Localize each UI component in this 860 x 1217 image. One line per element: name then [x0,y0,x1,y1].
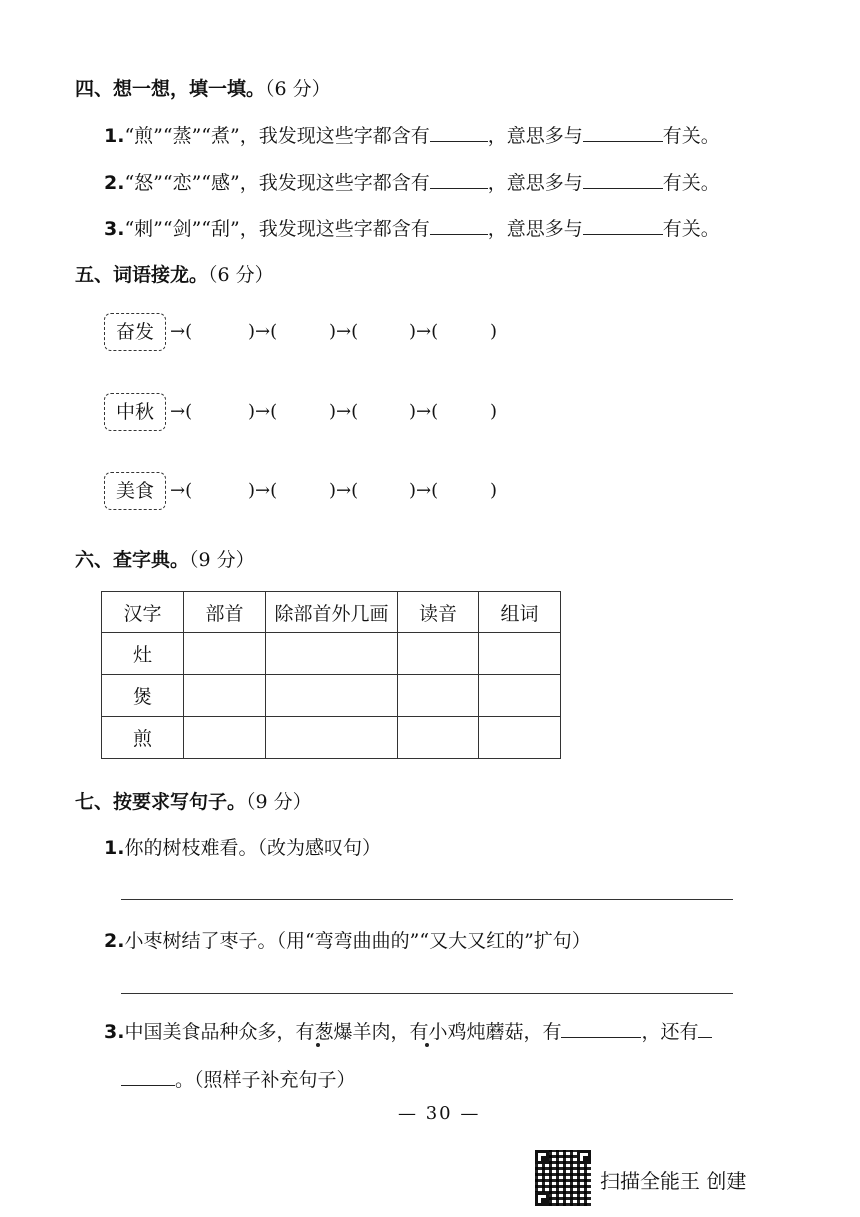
question-text: “怒”“恋”“感”，我发现这些字都含有 [124,172,430,194]
chain-link[interactable]: )→( [409,480,439,501]
page-number: — 30 — [398,1103,481,1124]
question-4-2 [104,168,720,195]
question-number: 3. [104,1021,125,1043]
section-5-title-text: 五、词语接龙。 [75,264,209,286]
question-text-mid: ，还有 [641,1021,699,1043]
question-text-end: 有关。 [662,218,720,240]
chain-start-word: 美食 [104,472,166,510]
question-text-mid: ，意思多与 [487,172,583,194]
answer-line[interactable] [121,899,733,900]
column-header: 读音 [398,592,479,633]
answer-cell[interactable] [479,675,561,717]
answer-cell[interactable] [479,717,561,759]
emphasis-dot [425,1043,429,1047]
answer-blank[interactable] [430,170,488,189]
question-text-end: 有关。 [662,125,720,147]
answer-cell[interactable] [266,675,398,717]
section-7-title [75,787,312,814]
row-character: 煎 [102,717,184,759]
section-5-title [75,260,274,287]
section-6-title-text: 六、查字典。 [75,549,190,571]
question-text: 你的树枝难看。（改为感叹句） [124,837,381,859]
question-text: 小枣树结了枣子。（用“弯弯曲曲的”“又大又红的”扩句） [124,930,591,952]
section-4-points: （6 分） [265,78,331,100]
question-7-2 [104,926,591,953]
answer-blank[interactable] [583,216,663,235]
chain-start-word: 奋发 [104,313,166,351]
chain-link[interactable]: )→( [329,401,359,422]
dictionary-table [101,591,561,759]
question-text-mid: ，意思多与 [487,125,583,147]
question-number: 1. [104,125,125,147]
answer-cell[interactable] [479,633,561,675]
answer-blank[interactable] [430,123,488,142]
emphasis-dot [316,1043,320,1047]
column-header: 汉字 [102,592,184,633]
qr-code-icon [535,1150,591,1206]
chain-link[interactable]: )→( [409,401,439,422]
chain-link[interactable]: )→( [409,321,439,342]
section-6-title [75,545,255,572]
chain-link[interactable]: )→( [329,480,359,501]
answer-cell[interactable] [398,675,479,717]
answer-cell[interactable] [184,717,266,759]
chain-link[interactable]: ) [490,401,498,422]
scanner-watermark: 扫描全能王 创建 [600,1169,747,1193]
question-text: “煎”“蒸”“煮”，我发现这些字都含有 [124,125,430,147]
chain-link: →( [170,480,193,501]
chain-link[interactable]: )→( [329,321,359,342]
chain-link[interactable]: )→( [248,401,278,422]
question-text: 中国美食品种众多，有葱爆羊肉，有小鸡炖蘑菇，有 [124,1021,562,1043]
table-row [102,633,561,675]
answer-cell[interactable] [266,633,398,675]
section-4-title [75,74,331,101]
question-number: 2. [104,172,125,194]
chain-link[interactable]: ) [490,480,498,501]
table-header-row [102,592,561,633]
table-row [102,717,561,759]
question-7-1 [104,833,381,860]
answer-blank[interactable] [698,1019,712,1038]
row-character: 煲 [102,675,184,717]
chain-link: →( [170,401,193,422]
chain-start-word: 中秋 [104,393,166,431]
section-7-points: （9 分） [246,791,312,813]
answer-line[interactable] [121,993,733,994]
answer-blank[interactable] [583,123,663,142]
question-text-end: 有关。 [662,172,720,194]
answer-cell[interactable] [266,717,398,759]
question-4-3 [104,214,720,241]
column-header: 组词 [479,592,561,633]
section-7-title-text: 七、按要求写句子。 [75,791,247,813]
chain-link: →( [170,321,193,342]
chain-link[interactable]: )→( [248,480,278,501]
question-number: 1. [104,837,125,859]
answer-cell[interactable] [184,675,266,717]
column-header: 除部首外几画 [266,592,398,633]
question-4-1 [104,121,720,148]
answer-blank[interactable] [561,1019,641,1038]
question-number: 2. [104,930,125,952]
question-7-3-continued [121,1065,356,1092]
answer-cell[interactable] [398,717,479,759]
chain-link[interactable]: ) [490,321,498,342]
row-character: 灶 [102,633,184,675]
answer-blank[interactable] [430,216,488,235]
table-row [102,675,561,717]
section-4-title-text: 四、想一想，填一填。 [75,78,266,100]
question-number: 3. [104,218,125,240]
answer-cell[interactable] [184,633,266,675]
question-text: “刺”“剑”“刮”，我发现这些字都含有 [124,218,430,240]
answer-cell[interactable] [398,633,479,675]
answer-blank[interactable] [583,170,663,189]
section-6-points: （9 分） [189,549,255,571]
question-text-end: 。（照样子补充句子） [175,1069,356,1091]
section-5-points: （6 分） [208,264,274,286]
column-header: 部首 [184,592,266,633]
question-7-3 [104,1017,712,1044]
answer-blank[interactable] [121,1067,175,1086]
chain-link[interactable]: )→( [248,321,278,342]
question-text-mid: ，意思多与 [487,218,583,240]
